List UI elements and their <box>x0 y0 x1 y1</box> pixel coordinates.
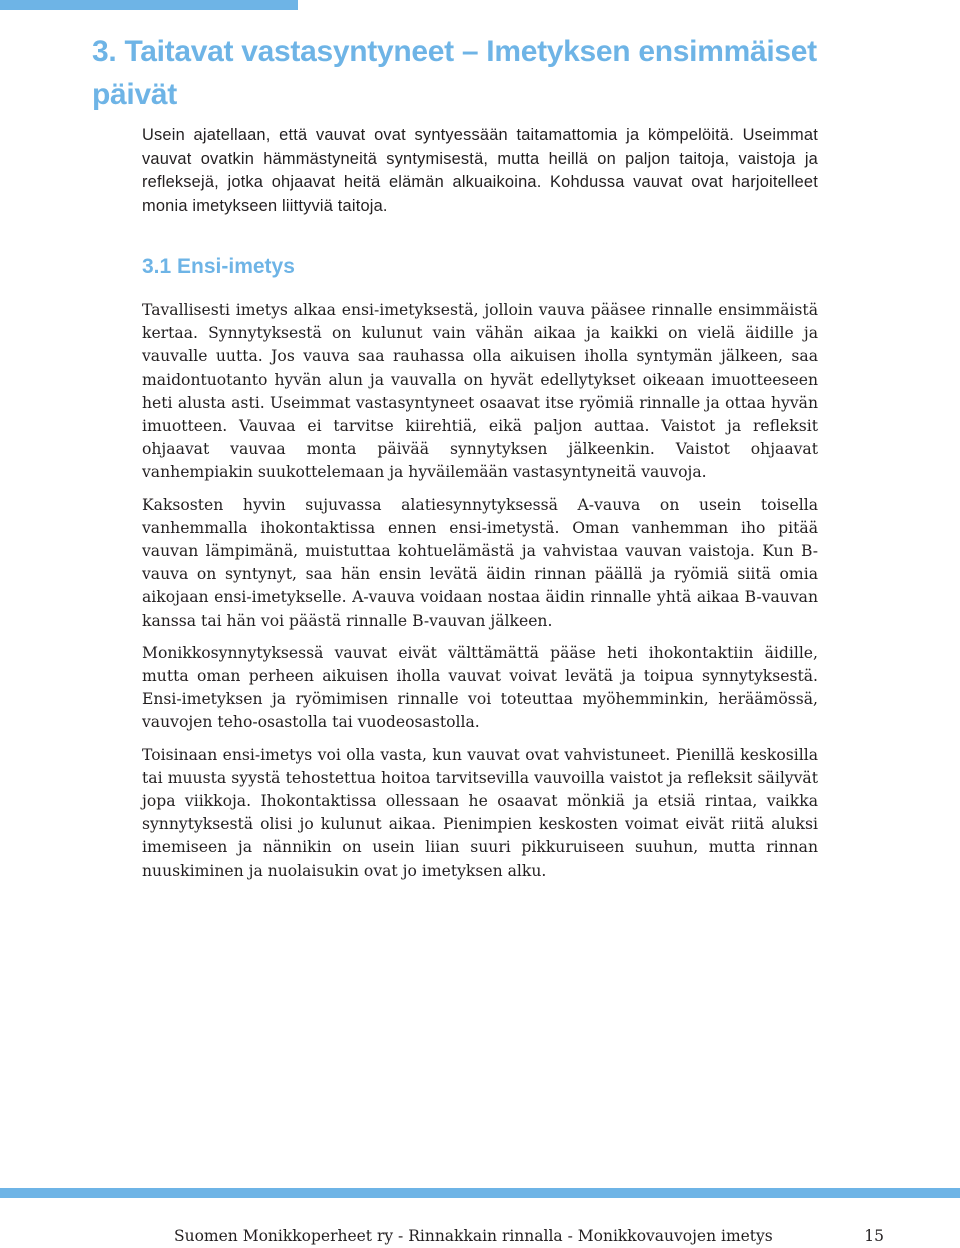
body-paragraph: Tavallisesti imetys alkaa ensi-imetyksestä, jolloin vauva pääsee rinnalle ensimmäistä kertaa. Synnytyksestä on kulunut vain vähän aikaa ja kaikki on vielä äidille ja vauvalle uutta. Jos vauva saa rauhassa olla aikuisen iholla syntymän jälkeen, saa maidontuotanto hyvän alun ja vauvalla on hyvät edellytykset oikeaan imuotteeseen heti alusta asti. Useimmat vastasyntyneet osaavat itse ryömiä rinnalle ja ottaa hyvän imuotteen. Vauvaa ei tarvitse kiirehtiä, eikä paljon auttaa. Vaistot ja refleksit ohjaavat vauvaa monta päivää synnytyksen jälkeenkin. Vaistot ohjaavat vanhempiakin suukottelemaan ja hyväilemään vastasyntyneitä vauvoja. <box>142 301 818 482</box>
chapter-title: 3. Taitavat vastasyntyneet – Imetyksen ensimmäiset päivät <box>92 35 817 111</box>
body-paragraph: Toisinaan ensi-imetys voi olla vasta, kun vauvat ovat vahvistuneet. Pienillä keskosilla tai muusta syystä tehostettua hoitoa tarvitsevilla vauvoilla vaistot ja refleksit säilyvät jopa viikkoja. Ihokontaktissa ollessaan he osaavat mönkiä ja etsiä rintaa, vaikka synnytyksestä olisi jo kulunut aikaa. Pienimpien keskosten voimat eivät riitä aluksi imemiseen ja nännikin on usein liian suuri pikkuruiseen suuhun, mutta rinnan nuuskiminen ja nuolaisukin ovat jo imetyksen alku. <box>142 745 818 880</box>
footer-text: Suomen Monikkoperheet ry - Rinnakkain rinnalla - Monikkovauvojen imetys <box>174 1227 773 1245</box>
section-title: 3.1 Ensi-imetys <box>142 255 295 278</box>
page-number: 15 <box>864 1227 884 1245</box>
top-accent-rule <box>0 0 298 10</box>
body-paragraph: Kaksosten hyvin sujuvassa alatiesynnytyksessä A-vauva on usein toisella vanhemmalla ihokontaktissa ennen ensi-imetystä. Oman vanhemman iho pitää vauvan lämpimänä, muistuttaa kohtuelämästä ja vahvistaa vauvan vaistoja. Kun B-vauva on syntynyt, saa hän ensin levätä äidin rinnan päällä ja ryömiä siitä omia aikojaan ensi-imetykselle. A-vauva voidaan nostaa äidin rinnalle yhtä aikaa B-vauvan kanssa tai hän voi päästä rinnalle B-vauvan jälkeen. <box>142 495 818 630</box>
section-body <box>142 299 818 892</box>
body-paragraph: Monikkosynnytyksessä vauvat eivät välttämättä pääse heti ihokontaktiin äidille, mutta oman perheen aikuisen iholla vauvat voivat levätä ja toipua synnytyksestä. Ensi-imetyksen ja ryömimisen rinnalle voi toteuttaa myöhemminkin, heräämössä, vauvojen teho-osastolla tai vuodeosastolla. <box>142 643 818 732</box>
chapter-intro: Usein ajatellaan, että vauvat ovat syntyessään taitamattomia ja kömpelöitä. Useimmat vauvat ovatkin hämmästyneitä syntymisestä, mutta heillä on paljon taitoja, vaistoja ja refleksejä, jotka ohjaavat heitä elämän alkuaikoina. Kohdussa vauvat ovat harjoitelleet monia imetykseen liittyviä taitoja. <box>142 126 818 215</box>
footer-accent-rule <box>0 1188 960 1198</box>
